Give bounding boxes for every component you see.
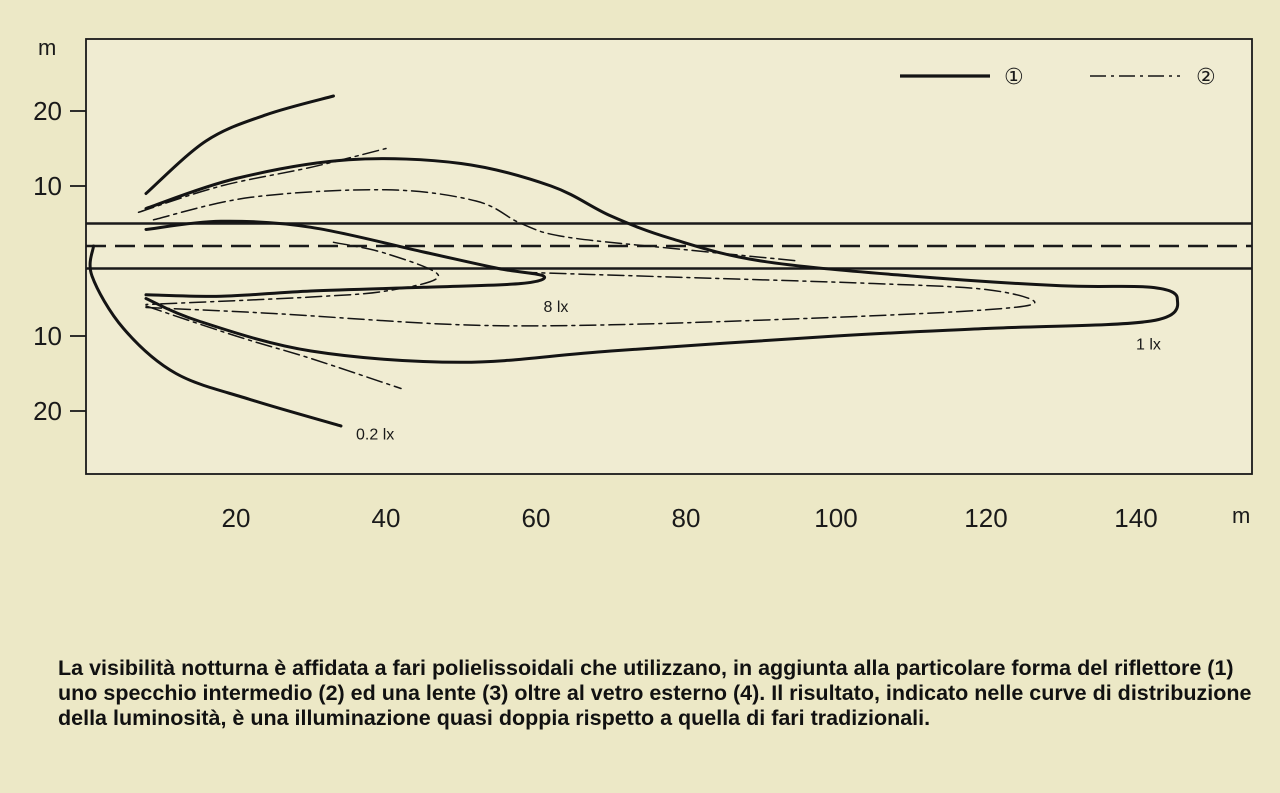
x-axis-unit-label: m bbox=[1232, 503, 1251, 528]
x-tick-label: 60 bbox=[521, 503, 551, 533]
legend-label-series1: ① bbox=[1004, 65, 1024, 90]
y-tick-label: 20 bbox=[33, 96, 62, 126]
figure-caption: La visibilità notturna è affidata a fari polielissoidali che utilizzano, in aggiunta alla particolare forma del riflettore (1) uno specchio intermedio (2) ed una lente (3) oltre al vetro esterno (4). Il risultato, indicato nelle curve di distribuzione della luminosità, è una illuminazione quasi doppia rispetto a quella di fari tradizionali. bbox=[58, 656, 1252, 730]
y-tick-label: 20 bbox=[33, 396, 62, 426]
y-tick-label: 10 bbox=[33, 321, 62, 351]
iso-label-8-lx: 8 lx bbox=[543, 299, 569, 316]
legend-label-series2: ② bbox=[1196, 65, 1216, 90]
x-tick-label: 40 bbox=[371, 503, 401, 533]
y-tick-label: 10 bbox=[33, 171, 62, 201]
plot-frame bbox=[86, 39, 1252, 474]
x-tick-label: 20 bbox=[221, 503, 251, 533]
y-axis-unit-label: m bbox=[38, 35, 57, 60]
x-tick-label: 80 bbox=[671, 503, 701, 533]
x-tick-label: 100 bbox=[814, 503, 858, 533]
iso-label-1-lx: 1 lx bbox=[1136, 336, 1161, 354]
x-tick-label: 140 bbox=[1114, 503, 1158, 533]
iso-label-0-2-lx: 0.2 lx bbox=[356, 426, 395, 444]
x-tick-label: 120 bbox=[964, 503, 1008, 533]
